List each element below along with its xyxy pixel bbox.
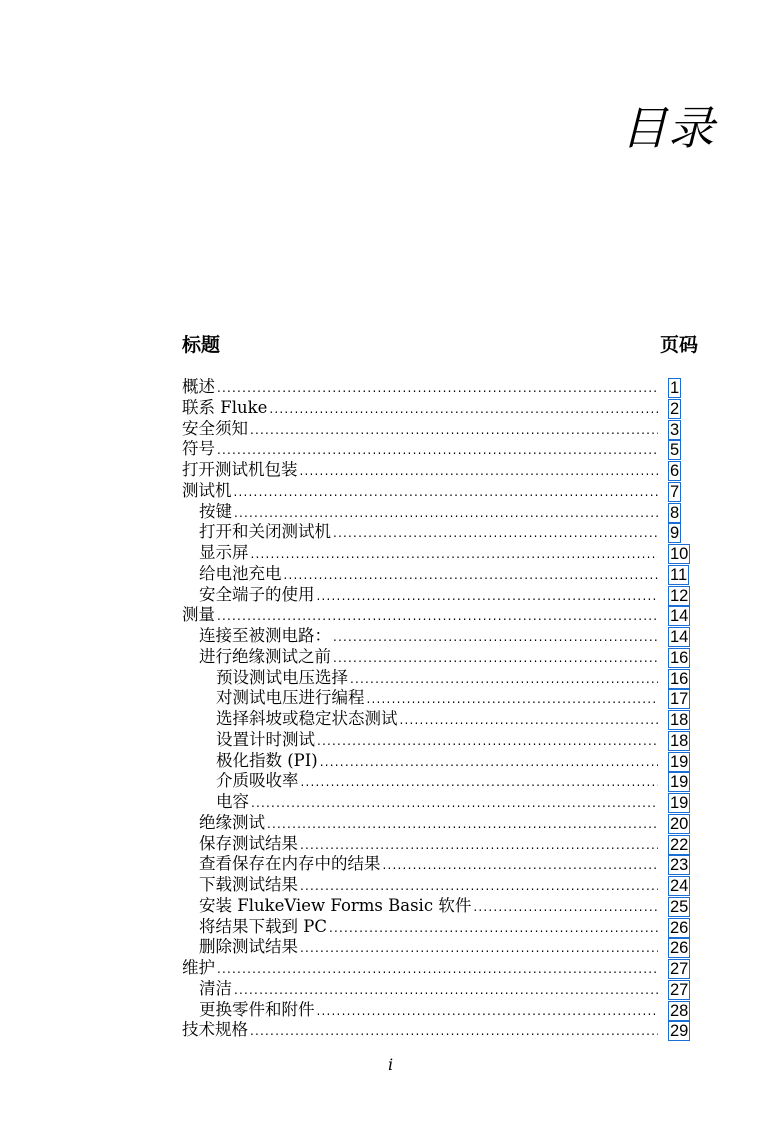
toc-entry-page-link[interactable]: 24 — [670, 877, 689, 895]
toc-entry-page-link[interactable]: 23 — [670, 856, 689, 875]
toc-entry[interactable] — [182, 854, 698, 875]
toc-entry[interactable] — [182, 543, 698, 564]
toc-entry-title[interactable]: 绝缘测试 — [199, 812, 265, 832]
toc-entry-page-link[interactable]: 20 — [670, 814, 689, 833]
toc-dot-leader — [217, 378, 658, 399]
toc-entry-title[interactable]: 极化指数 (PI) — [216, 750, 318, 770]
toc-entry-leader — [182, 937, 658, 959]
toc-entry-page-link[interactable]: 10 — [670, 545, 689, 563]
toc-entry-leader — [182, 626, 658, 648]
toc-entry-leader — [182, 730, 658, 752]
toc-entry[interactable] — [182, 460, 698, 481]
toc-entry[interactable] — [182, 751, 698, 772]
toc-entry-page-link[interactable]: 19 — [670, 752, 689, 771]
toc-entry-page-link[interactable]: 18 — [670, 711, 689, 729]
toc-dot-leader — [400, 710, 659, 731]
toc-dot-leader — [234, 503, 658, 524]
toc-entry-title[interactable]: 预设测试电压选择 — [216, 667, 348, 687]
toc-entry-leader — [182, 1020, 658, 1042]
toc-entry-leader — [182, 398, 658, 420]
toc-entry-leader — [182, 585, 658, 607]
toc-entry-title[interactable]: 安全端子的使用 — [199, 584, 315, 604]
toc-entry[interactable] — [182, 585, 698, 606]
toc-page-column-label: 页码 — [659, 334, 698, 356]
toc-dot-leader — [234, 482, 659, 503]
toc-entry[interactable] — [182, 1020, 698, 1041]
toc-entry-page-link[interactable]: 27 — [670, 960, 689, 978]
toc-entry[interactable] — [182, 377, 698, 398]
toc-entry-page-link[interactable]: 8 — [670, 503, 680, 522]
toc-dot-leader — [329, 918, 658, 939]
toc-entry-title[interactable]: 电容 — [216, 792, 249, 811]
toc-entry-title[interactable]: 删除测试结果 — [199, 937, 298, 957]
toc-entry-page-link[interactable]: 9 — [670, 524, 680, 543]
toc-entry-leader — [182, 979, 658, 1001]
toc-dot-leader — [250, 1021, 658, 1042]
toc-entry-page-link[interactable]: 25 — [670, 897, 689, 916]
toc-entry-leader — [182, 751, 658, 773]
toc-entry-title[interactable]: 介质吸收率 — [216, 771, 299, 791]
toc-dot-leader — [383, 855, 659, 876]
toc-entry[interactable] — [182, 439, 698, 460]
toc-entry-title[interactable]: 按键 — [199, 501, 232, 521]
toc-dot-leader — [217, 959, 658, 980]
toc-entry-page-link[interactable]: 1 — [670, 379, 680, 397]
toc-entry-title[interactable]: 测试机 — [182, 480, 232, 500]
toc-entry-title[interactable]: 安装 FlukeView Forms Basic 软件 — [199, 895, 472, 915]
toc-entry-title[interactable]: 对测试电压进行编程 — [216, 688, 365, 708]
toc-dot-leader — [333, 648, 658, 669]
toc-entry-leader — [182, 605, 658, 627]
toc-entry-leader — [182, 813, 658, 835]
toc-entry-page-link[interactable]: 7 — [670, 482, 680, 501]
toc-entry[interactable] — [182, 626, 698, 647]
toc-entry[interactable] — [182, 688, 698, 709]
toc-dot-leader — [367, 689, 659, 710]
toc-entry-leader — [182, 854, 658, 876]
toc-entry[interactable] — [182, 896, 698, 917]
toc-entry[interactable] — [182, 730, 698, 751]
toc-entry-title[interactable]: 符号 — [182, 439, 215, 459]
toc-entry-page-link[interactable]: 6 — [670, 462, 680, 480]
toc-entry-leader — [182, 958, 658, 980]
toc-entry[interactable] — [182, 398, 698, 419]
toc-dot-leader — [473, 897, 658, 918]
toc-entry-leader — [182, 834, 658, 856]
toc-dot-leader — [267, 814, 658, 835]
toc-dot-leader — [217, 440, 658, 461]
toc-entry-leader — [182, 543, 658, 565]
toc-title-column-label: 标题 — [182, 334, 221, 356]
toc-entry-title[interactable]: 技术规格 — [182, 1020, 248, 1040]
toc-entry[interactable] — [182, 419, 698, 440]
toc-entry-page-link[interactable]: 2 — [670, 399, 680, 418]
toc-entry-title[interactable]: 连接至被测电路： — [199, 626, 331, 645]
toc-dot-leader — [320, 752, 658, 773]
toc-entry[interactable] — [182, 979, 698, 1000]
toc-entry-title[interactable]: 将结果下载到 PC — [199, 916, 327, 936]
toc-entry-page-link[interactable]: 18 — [670, 731, 689, 750]
toc-entry-title[interactable]: 更换零件和附件 — [199, 999, 315, 1019]
toc-dot-leader — [251, 793, 658, 814]
toc-dot-leader — [350, 669, 658, 690]
toc-dot-leader — [234, 980, 658, 1001]
toc-entry-title[interactable]: 下载测试结果 — [199, 875, 298, 894]
toc-entry-leader — [182, 647, 658, 669]
toc-dot-leader — [317, 731, 658, 752]
toc-entry-page-link[interactable]: 16 — [670, 648, 689, 667]
toc-entry-page-link[interactable]: 14 — [670, 628, 689, 646]
toc-entry-page-link[interactable]: 26 — [670, 939, 689, 958]
toc-entry[interactable] — [182, 605, 698, 626]
toc-entry-leader — [182, 688, 658, 710]
toc-entry[interactable] — [182, 709, 698, 730]
toc-entry-leader — [182, 522, 658, 544]
toc-entry-leader — [182, 896, 658, 918]
toc-dot-leader — [317, 1001, 659, 1022]
toc-entry[interactable] — [182, 647, 698, 668]
toc-entry-page-link[interactable]: 12 — [670, 586, 689, 605]
toc-entry[interactable] — [182, 813, 698, 834]
toc-dot-leader — [300, 461, 659, 482]
toc-entry-title[interactable]: 保存测试结果 — [199, 833, 298, 853]
toc-entry-leader — [182, 439, 658, 461]
toc-entry-page-link[interactable]: 19 — [670, 794, 689, 812]
toc-entry-title[interactable]: 查看保存在内存中的结果 — [199, 854, 381, 874]
toc-entry[interactable] — [182, 522, 698, 543]
toc-dot-leader — [333, 627, 658, 648]
page-title: 目录 — [621, 101, 715, 155]
toc-entry-page-link[interactable]: 17 — [670, 690, 689, 709]
toc-entry[interactable] — [182, 771, 698, 792]
toc-entry-page-link[interactable]: 19 — [670, 773, 689, 792]
toc-dot-leader — [300, 835, 658, 856]
toc-dot-leader — [300, 938, 658, 959]
toc-dot-leader — [217, 606, 658, 627]
toc-entry-page-link[interactable]: 26 — [670, 918, 689, 937]
toc-dot-leader — [251, 544, 659, 565]
toc-entry-page-link[interactable]: 27 — [670, 980, 689, 999]
toc-entry-page-link[interactable]: 5 — [670, 441, 680, 460]
toc-entry-title[interactable]: 维护 — [182, 958, 215, 977]
toc-dot-leader — [333, 523, 658, 544]
toc-entry-title[interactable]: 设置计时测试 — [216, 729, 315, 749]
toc-entry-title[interactable]: 给电池充电 — [199, 563, 282, 583]
toc-entry[interactable] — [182, 1000, 698, 1021]
toc-entry-title[interactable]: 打开测试机包装 — [182, 460, 298, 479]
toc-dot-leader — [301, 772, 659, 793]
toc-dot-leader — [300, 876, 658, 897]
toc-entry-page-link[interactable]: 3 — [670, 420, 680, 439]
toc-entry-leader — [182, 1000, 658, 1022]
toc-entry-title[interactable]: 测量 — [182, 605, 215, 625]
toc-entry[interactable] — [182, 481, 698, 502]
toc-entry-title[interactable]: 显示屏 — [199, 543, 249, 562]
toc-list — [182, 377, 698, 1041]
toc-entry[interactable] — [182, 668, 698, 689]
toc-entry-leader — [182, 419, 658, 441]
toc-entry[interactable] — [182, 564, 698, 585]
toc-entry-leader — [182, 771, 658, 793]
toc-entry[interactable] — [182, 917, 698, 938]
toc-entry-page-link[interactable]: 22 — [670, 835, 689, 854]
toc-entry[interactable] — [182, 792, 698, 813]
toc-entry-page-link[interactable]: 11 — [670, 565, 688, 584]
toc-entry-title[interactable]: 联系 Fluke — [182, 397, 268, 417]
toc-entry-page-link[interactable]: 16 — [670, 669, 689, 688]
toc-entry[interactable] — [182, 937, 698, 958]
toc-entry-leader — [182, 668, 658, 690]
toc-entry-title[interactable]: 打开和关闭测试机 — [199, 522, 331, 542]
toc-entry-leader — [182, 917, 658, 939]
footer-page-number: i — [387, 1055, 394, 1074]
toc-entry-title[interactable]: 进行绝缘测试之前 — [199, 646, 331, 666]
toc-entry-leader — [182, 564, 658, 586]
toc-dot-leader — [269, 399, 658, 420]
toc-entry-leader — [182, 377, 658, 399]
toc-entry-page-link[interactable]: 28 — [670, 1001, 689, 1020]
toc-dot-leader — [250, 420, 658, 441]
toc-entry-title[interactable]: 概述 — [182, 377, 215, 396]
toc-dot-leader — [284, 565, 659, 586]
toc-entry-leader — [182, 502, 658, 524]
toc-dot-leader — [317, 586, 659, 607]
toc-entry-leader — [182, 709, 658, 731]
toc-header — [182, 330, 698, 360]
toc-entry-title[interactable]: 清洁 — [199, 978, 232, 998]
toc-entry-title[interactable]: 安全须知 — [182, 418, 248, 438]
toc-entry-leader — [182, 460, 658, 482]
toc-entry[interactable] — [182, 875, 698, 896]
toc-entry-page-link[interactable]: 29 — [670, 1022, 689, 1041]
toc-entry[interactable] — [182, 834, 698, 855]
toc-entry-leader — [182, 481, 658, 503]
toc-entry-leader — [182, 792, 658, 814]
toc-entry-page-link[interactable]: 14 — [670, 607, 689, 626]
toc-entry[interactable] — [182, 502, 698, 523]
toc-entry-title[interactable]: 选择斜坡或稳定状态测试 — [216, 709, 398, 728]
toc-entry[interactable] — [182, 958, 698, 979]
toc-entry-leader — [182, 875, 658, 897]
